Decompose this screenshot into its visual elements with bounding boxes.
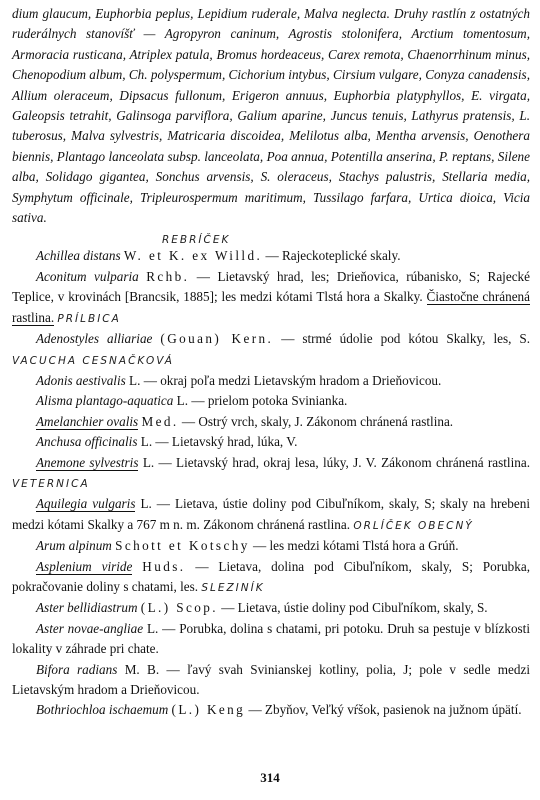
handwritten-note-slezinik: SLEZINÍK (201, 581, 265, 594)
entry-amelanchier: Amelanchier ovalis Med. — Ostrý vrch, skaly, J. Zákonom chránená rastlina. (36, 413, 454, 429)
entry-arum: Arum alpinum Schott et Kotschy — les medzi kótami Tlstá hora a Grúň. (36, 538, 459, 554)
handwritten-note-vacucha: VACUCHA CESNAČKOVÁ (12, 354, 174, 367)
handwritten-note-orlicek: ORLÍČEK OBECNÝ (353, 519, 474, 532)
entry-asplenium: Asplenium viride Huds. — Lietava, dolina pod Cibuľníkom, skaly, S; Porubka, pokračovanie doliny s chatami, les. SLEZINÍK (12, 558, 531, 594)
entry-adonis: Adonis aestivalis L. — okraj poľa medzi Lietavským hradom a Drieňovicou. (36, 372, 442, 388)
handwritten-note-rebricek: REBRÍČEK (162, 234, 231, 247)
entry-achillea: Achillea distans W. et K. ex Willd. — Rajeckoteplické skaly. (36, 248, 401, 264)
handwritten-note-prilbica: PRÍLBICA (57, 312, 121, 325)
entry-anemone: Anemone sylvestris L. — Lietavský hrad, okraj lesa, lúky, J. V. Zákonom chránená rastlina. VETERNICA (12, 454, 531, 490)
entry-aquilegia: Aquilegia vulgaris L. — Lietava, ústie doliny pod Cibuľníkom, skaly, S; skaly na hrebeni medzi kótami Skalky a 767 m n. m. Zákonom chránená rastlina. ORLÍČEK OBECNÝ (12, 496, 530, 532)
entry-alisma: Alisma plantago-aquatica L. — prielom potoka Svinianka. (36, 393, 348, 409)
entry-aster-novae-angliae: Aster novae-angliae L. — Porubka, dolina s chatami, pri potoku. Druh sa pestuje v blízkosti lokality v záhrade pri chate. (12, 620, 531, 657)
page-text (12, 4, 530, 721)
intro-paragraph: dium glaucum, Euphorbia peplus, Lepidium ruderale, Malva neglecta. Druhy rastlín z ostatných ruderálnych stanovíšť — Agropyron caninum, Agrostis stolonifera, Arctium tomentosum, Armoracia rusticana, Atriplex patula, Bromus hordeaceus, Carex remota, Chaenorrhinum minus, Chenopodium album, Ch. polyspermum, Cichorium intybus, Cirsium vulgare, Conyza canadensis, Allium oleraceum, Dipsacus fullonum, Erigeron annuus, Euphorbia platyphyllos, E. virgata, Galeopsis tetrahit, Galinsoga parviflora, Galium aparine, Juncus tenuis, Lathyrus pratensis, L. tuberosus, Malva sylvestris, Matricaria discoidea, Melilotus alba, Mentha arvensis, Oenothera biennis, Plantago lanceolata subsp. lanceolata, Poa annua, Potentilla anserina, P. reptans, Silene alba, Solidago gigantea, Sonchus arvensis, S. oleraceus, Stachys palustris, Stellaria media, Symphytum officinale, Tripleurospermum maritimum, Tussilago farfara, Urtica dioica, Vicia sativa. (12, 6, 530, 226)
handwriting-row (12, 228, 530, 246)
entry-anchusa: Anchusa officinalis L. — Lietavský hrad, lúka, V. (36, 434, 298, 450)
entry-aconitum: Aconitum vulparia Rchb. — Lietavský hrad, les; Drieňovica, rúbanisko, S; Rajecké Teplice, v krovinách [Brancsik, 1885]; les medzi kótami Tlstá hora a Skalky. Čiastočne chránená rastlina. PRÍLBICA (12, 268, 531, 325)
handwritten-note-veternica: VETERNICA (12, 477, 90, 490)
entry-bifora: Bifora radians M. B. — ľavý svah Svinianskej kotliny, polia, J; pole v sedle medzi Lietavským hradom a Drieňovicou. (12, 661, 530, 697)
entry-adenostyles: Adenostyles alliariae (Gouan) Kern. — strmé údolie pod kótou Skalky, les, S. VACUCHA CESNAČKOVÁ (12, 331, 531, 367)
entry-bothriochloa: Bothriochloa ischaemum (L.) Keng — Zbyňov, Veľký vŕšok, pasienok na južnom úpätí. (36, 702, 522, 718)
page-number: 314 (260, 770, 280, 785)
entry-aster-bellidiastrum: Aster bellidiastrum (L.) Scop. — Lietava, ústie doliny pod Cibuľníkom, skaly, S. (36, 600, 488, 616)
